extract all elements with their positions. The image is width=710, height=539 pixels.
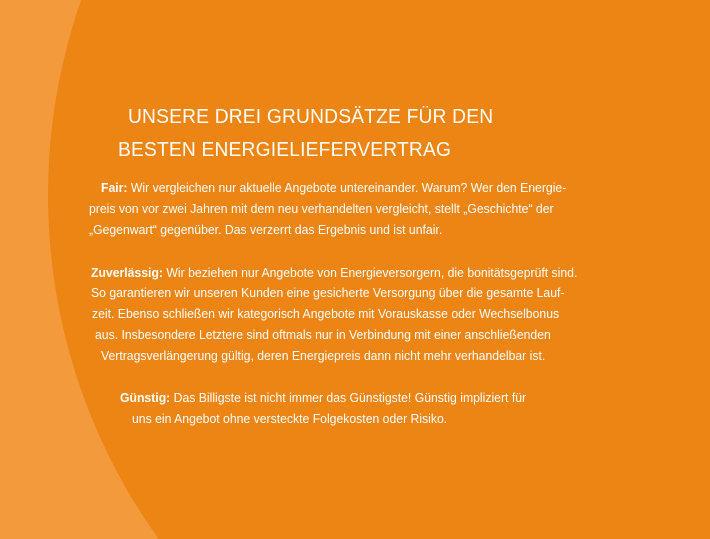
guenstig-paragraph-line-1 xyxy=(120,389,526,406)
fair-paragraph-line-3: „Gegenwart“ gegenüber. Das verzerrt das Ergebnis und ist unfair. xyxy=(89,222,443,237)
zuverlaessig-paragraph-line-5: Vertragsverlängerung gültig, deren Energiepreis dann nicht mehr verhandelbar ist. xyxy=(101,348,546,363)
guenstig-text-1: Das Billigste ist nicht immer das Günstigste! Günstig impliziert für xyxy=(170,390,527,405)
zuverlaessig-label: Zuverlässig: xyxy=(91,265,163,280)
zuverlaessig-text-1: Wir beziehen nur Angebote von Energieversorgern, die bonitätsgeprüft sind. xyxy=(162,265,578,280)
fair-paragraph-line-2: preis von vor zwei Jahren mit dem neu verhandelten vergleicht, stellt „Geschichte“ der xyxy=(89,201,554,216)
fair-label: Fair: xyxy=(101,180,128,195)
fair-paragraph-line-1 xyxy=(101,179,566,196)
zuverlaessig-paragraph-line-2: So garantieren wir unseren Kunden eine gesicherte Versorgung über die gesamte Lauf- xyxy=(91,285,565,300)
fair-text-1: Wir vergleichen nur aktuelle Angebote untereinander. Warum? Wer den Energie- xyxy=(127,180,567,195)
guenstig-paragraph-line-2: uns ein Angebot ohne versteckte Folgekosten oder Risiko. xyxy=(132,411,448,426)
heading-line-2: BESTEN ENERGIELIEFERVERTRAG xyxy=(118,139,452,161)
zuverlaessig-paragraph-line-4: aus. Insbesondere Letztere sind oftmals nur in Verbindung mit einer anschließenden xyxy=(95,327,551,342)
guenstig-label: Günstig: xyxy=(120,390,171,405)
heading-line-1: UNSERE DREI GRUNDSÄTZE FÜR DEN xyxy=(128,106,494,128)
zuverlaessig-paragraph-line-1 xyxy=(91,264,577,281)
zuverlaessig-paragraph-line-3: zeit. Ebenso schließen wir kategorisch Angebote mit Vorauskasse oder Wechselbonus xyxy=(92,306,560,321)
